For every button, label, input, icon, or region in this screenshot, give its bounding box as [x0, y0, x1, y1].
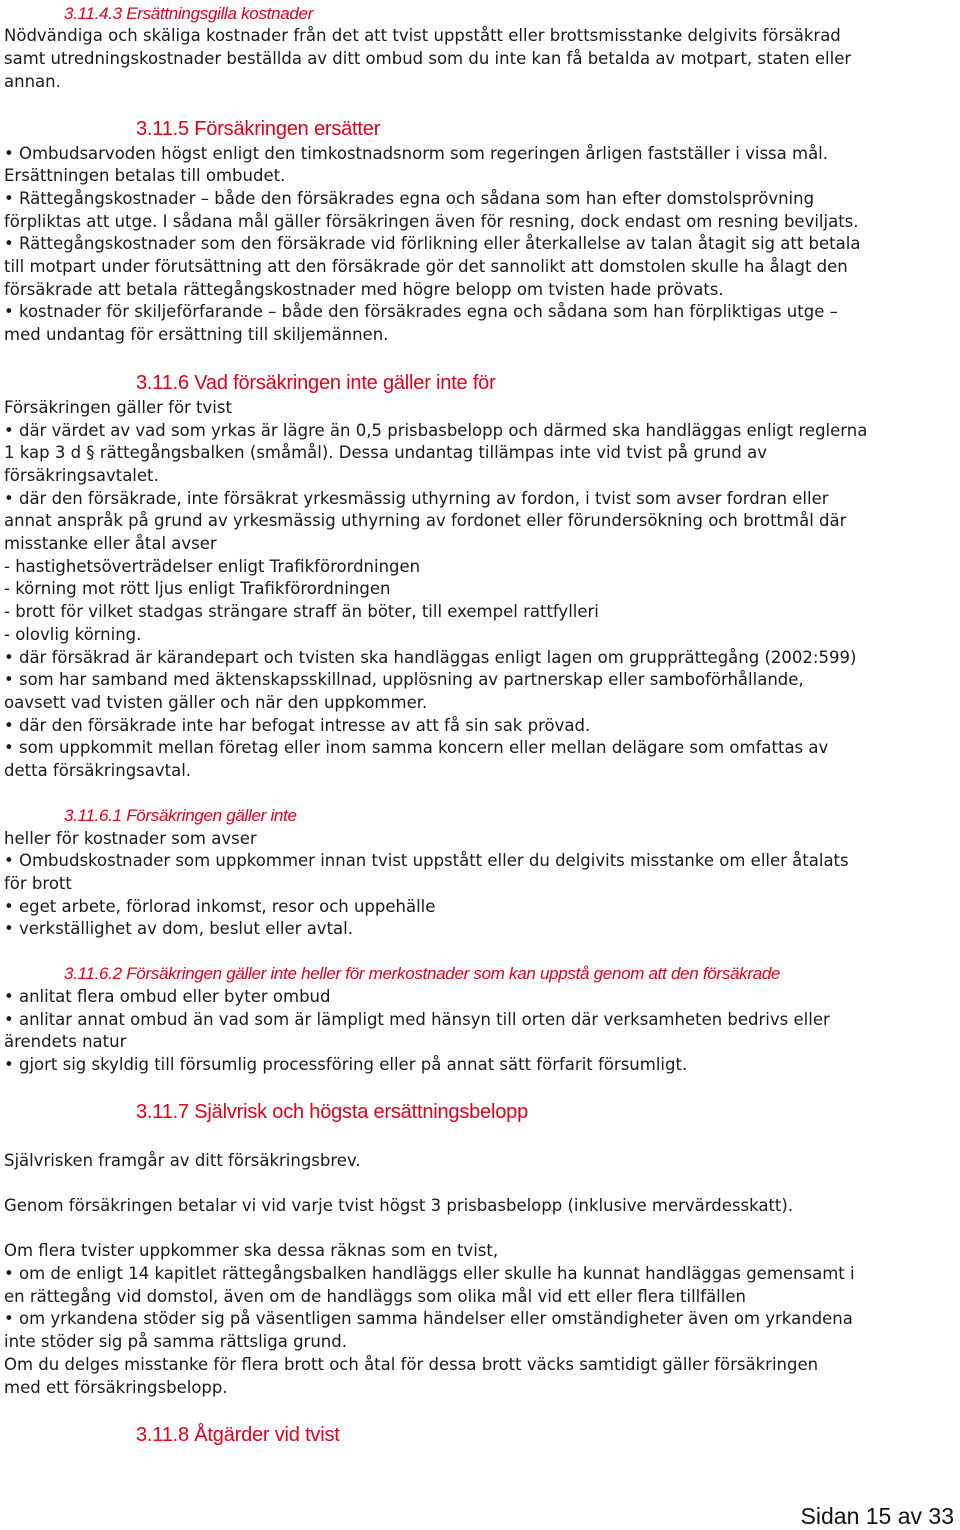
- text-line: en rättegång vid domstol, även om de handläggs som olika mål vid ett eller flera tillfällen: [4, 1287, 746, 1306]
- text-line: • eget arbete, förlorad inkomst, resor och uppehälle: [4, 897, 436, 916]
- text-line: • som har samband med äktenskapsskillnad, upplösning av partnerskap eller samboförhållande,: [4, 670, 804, 689]
- text-line: • om de enligt 14 kapitlet rättegångsbalken handläggs eller skulle ha kunnat handläggas gemensamt i: [4, 1264, 855, 1283]
- text-line: • Rättegångskostnader – både den försäkrades egna och sådana som han efter domstolsprövning: [4, 189, 815, 208]
- text-line: • Ombudsarvoden högst enligt den timkostnadsnorm som regeringen årligen fastställer i vissa mål.: [4, 144, 829, 163]
- text-line: annan.: [4, 72, 61, 91]
- heading-3-11-7: 3.11.7 Självrisk och högsta ersättningsbelopp: [136, 1101, 528, 1123]
- text-line: annat anspråk på grund av yrkesmässig uthyrning av fordonet eller förundersökning och brottmål där: [4, 511, 847, 530]
- text-line: • gjort sig skyldig till försumlig processföring eller på annat sätt förfarit försumligt.: [4, 1055, 688, 1074]
- text-line: • där den försäkrade inte har befogat intresse av att få sin sak prövad.: [4, 716, 591, 735]
- text-line: Genom försäkringen betalar vi vid varje tvist högst 3 prisbasbelopp (inklusive mervärdesskatt).: [4, 1196, 794, 1215]
- text-line: • om yrkandena stöder sig på väsentligen samma händelser eller omständigheter även om yrkandena: [4, 1309, 853, 1328]
- text-line: • verkställighet av dom, beslut eller avtal.: [4, 919, 353, 938]
- text-line: inte stöder sig på samma rättsliga grund.: [4, 1332, 347, 1351]
- text-line: • Ombudskostnader som uppkommer innan tvist uppstått eller du delgivits misstanke om eller åtalats: [4, 851, 849, 870]
- text-line: 1 kap 3 d § rättegångsbalken (småmål). Dessa undantag tillämpas inte vid tvist på grund av: [4, 443, 767, 462]
- text-line: oavsett vad tvisten gäller och när den uppkommer.: [4, 693, 428, 712]
- text-line: Självrisken framgår av ditt försäkringsbrev.: [4, 1151, 361, 1170]
- text-line: för brott: [4, 874, 72, 893]
- text-line: - körning mot rött ljus enligt Trafikförordningen: [4, 579, 391, 598]
- text-line: Försäkringen gäller för tvist: [4, 398, 232, 417]
- heading-3-11-5: 3.11.5 Försäkringen ersätter: [136, 118, 381, 140]
- text-line: Om flera tvister uppkommer ska dessa räknas som en tvist,: [4, 1241, 499, 1260]
- text-line: Nödvändiga och skäliga kostnader från det att tvist uppstått eller brottsmisstanke delgivits försäkrad: [4, 26, 841, 45]
- text-line: - brott för vilket stadgas strängare straff än böter, till exempel rattfylleri: [4, 602, 599, 621]
- text-line: misstanke eller åtal avser: [4, 534, 217, 553]
- text-line: detta försäkringsavtal.: [4, 761, 192, 780]
- text-line: - hastighetsöverträdelser enligt Trafikförordningen: [4, 557, 421, 576]
- text-line: • som uppkommit mellan företag eller inom samma koncern eller mellan delägare som omfattas av: [4, 738, 829, 757]
- text-line: samt utredningskostnader beställda av ditt ombud som du inte kan få betalda av motpart, staten eller: [4, 49, 852, 68]
- text-line: heller för kostnader som avser: [4, 829, 257, 848]
- text-line: • anlitat flera ombud eller byter ombud: [4, 987, 331, 1006]
- text-line: • där försäkrad är kärandepart och tvisten ska handläggas enligt lagen om grupprättegång (2002:599): [4, 648, 857, 667]
- text-line: med undantag för ersättning till skiljemännen.: [4, 325, 389, 344]
- text-line: • Rättegångskostnader som den försäkrade vid förlikning eller återkallelse av talan åtagit sig att betala: [4, 234, 861, 253]
- text-line: Ersättningen betalas till ombudet.: [4, 166, 286, 185]
- heading-3-11-4-3: 3.11.4.3 Ersättningsgilla kostnader: [64, 4, 314, 23]
- text-line: • där den försäkrade, inte försäkrat yrkesmässig uthyrning av fordon, i tvist som avser fordran eller: [4, 489, 829, 508]
- heading-3-11-6: 3.11.6 Vad försäkringen inte gäller inte för: [136, 372, 496, 394]
- text-line: • kostnader för skiljeförfarande – både den försäkrades egna och sådana som han förpliktigas utge –: [4, 302, 838, 321]
- heading-3-11-6-1: 3.11.6.1 Försäkringen gäller inte: [64, 806, 297, 825]
- text-line: försäkrade att betala rättegångskostnader med högre belopp om tvisten hade prövats.: [4, 280, 724, 299]
- text-line: med ett försäkringsbelopp.: [4, 1378, 228, 1397]
- text-line: ärendets natur: [4, 1032, 127, 1051]
- text-line: • där värdet av vad som yrkas är lägre än 0,5 prisbasbelopp och därmed ska handläggas enligt reglerna: [4, 421, 868, 440]
- page-number: Sidan 15 av 33: [800, 1503, 954, 1529]
- text-line: Om du delges misstanke för flera brott och åtal för dessa brott väcks samtidigt gäller försäkringen: [4, 1355, 819, 1374]
- text-line: försäkringsavtalet.: [4, 466, 159, 485]
- heading-3-11-8: 3.11.8 Åtgärder vid tvist: [136, 1424, 340, 1446]
- text-line: till motpart under förutsättning att den försäkrade gör det sannolikt att domstolen skulle ha ålagt den: [4, 257, 848, 276]
- heading-3-11-6-2: 3.11.6.2 Försäkringen gäller inte heller för merkostnader som kan uppstå genom att den försäkrade: [64, 964, 781, 983]
- text-line: - olovlig körning.: [4, 625, 142, 644]
- text-line: • anlitar annat ombud än vad som är lämpligt med hänsyn till orten där verksamheten bedrivs eller: [4, 1010, 830, 1029]
- text-line: förpliktas att utge. I sådana mål gäller försäkringen även för resning, dock endast om resning beviljats.: [4, 212, 859, 231]
